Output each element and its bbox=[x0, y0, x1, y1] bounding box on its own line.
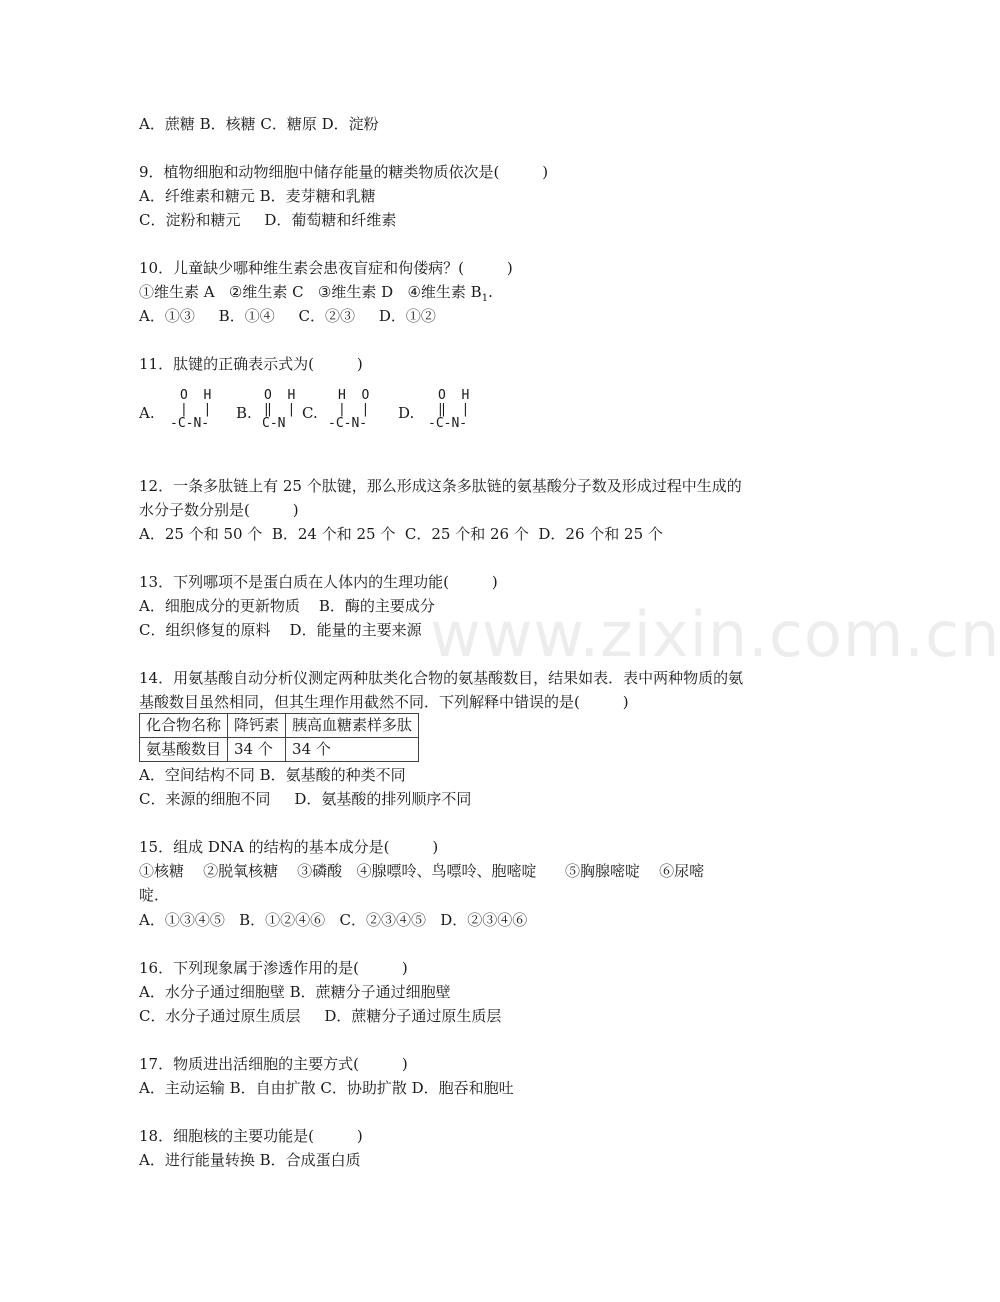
q18-options: A．进行能量转换 B．合成蛋白质 bbox=[139, 1151, 361, 1169]
q11-c-bond: | | bbox=[338, 402, 370, 417]
q11-a-bond: | | bbox=[180, 402, 212, 417]
q11-b-top: O H bbox=[264, 388, 296, 403]
table-row bbox=[140, 714, 419, 738]
q10-items bbox=[139, 282, 493, 309]
q10-stem: 10．儿童缺少哪种维生素会患夜盲症和佝偻病？( ) bbox=[139, 259, 513, 277]
q8-options: A．蔗糖 B．核糖 C．糖原 D．淀粉 bbox=[139, 115, 379, 133]
q16-option-line-2: C．水分子通过原生质层 D．蔗糖分子通过原生质层 bbox=[139, 1007, 502, 1025]
q14-option-line-2: C．来源的细胞不同 D．氨基酸的排列顺序不同 bbox=[139, 790, 472, 808]
q16-stem: 16．下列现象属于渗透作用的是( ) bbox=[139, 959, 408, 977]
q11-c-bottom: -C-N- bbox=[328, 416, 368, 431]
q12-stem-line-1: 12．一条多肽链上有 25 个肽键，那么形成这条多肽链的氨基酸分子数及形成过程中生成的 bbox=[139, 477, 742, 495]
watermark: www.zixin.com.cn bbox=[430, 598, 1000, 671]
q9-stem: 9．植物细胞和动物细胞中储存能量的糖类物质依次是( ) bbox=[139, 163, 549, 181]
q12-stem-line-2: 水分子数分别是( ) bbox=[139, 501, 299, 519]
q17-options: A．主动运输 B．自由扩散 C．协助扩散 D．胞吞和胞吐 bbox=[139, 1079, 514, 1097]
table-cell: 34 个 bbox=[228, 738, 286, 762]
q11-label-d: D. bbox=[398, 404, 415, 422]
q9-option-line-1: A．纤维素和糖元 B．麦芽糖和乳糖 bbox=[139, 187, 376, 205]
q11-b-bond: ‖ | bbox=[264, 402, 296, 417]
table-row bbox=[140, 738, 419, 762]
q10-options: A．①③ B．①④ C．②③ D．①② bbox=[139, 307, 436, 325]
q11-d-bottom: -C-N- bbox=[428, 416, 468, 431]
q14-option-line-1: A．空间结构不同 B．氨基酸的种类不同 bbox=[139, 766, 406, 784]
q10-items-end: . bbox=[488, 283, 493, 301]
q10-items-text: ①维生素 A ②维生素 C ③维生素 D ④维生素 B bbox=[139, 283, 482, 301]
q11-d-top: O H bbox=[438, 388, 470, 403]
q17-stem: 17．物质进出活细胞的主要方式( ) bbox=[139, 1055, 408, 1073]
q11-structure-d bbox=[428, 388, 469, 431]
q11-structure-a bbox=[170, 388, 211, 431]
q15-items-line-1: ①核糖 ②脱氧核糖 ③磷酸 ④腺嘌呤、鸟嘌呤、胞嘧啶 ⑤胸腺嘧啶 ⑥尿嘧 bbox=[139, 862, 705, 880]
table-cell: 34 个 bbox=[286, 738, 419, 762]
q16-option-line-1: A．水分子通过细胞壁 B．蔗糖分子通过细胞壁 bbox=[139, 983, 451, 1001]
q15-items-line-2: 啶． bbox=[139, 886, 170, 904]
table-header-cell: 胰高血糖素样多肽 bbox=[286, 714, 419, 738]
q14-stem-line-1: 14．用氨基酸自动分析仪测定两种肽类化合物的氨基酸数目，结果如表．表中两种物质的氨 bbox=[139, 669, 744, 687]
q11-a-bottom: -C-N- bbox=[170, 416, 210, 431]
table-cell: 氨基酸数目 bbox=[140, 738, 228, 762]
q11-b-bottom: C-N bbox=[262, 416, 286, 431]
q18-stem: 18．细胞核的主要功能是( ) bbox=[139, 1127, 363, 1145]
q11-structure-c bbox=[328, 388, 369, 431]
q11-structure-b bbox=[262, 388, 295, 431]
q11-label-b: B. bbox=[236, 404, 252, 422]
q13-option-line-1: A．细胞成分的更新物质 B．酶的主要成分 bbox=[139, 597, 435, 615]
q11-label-a: A. bbox=[139, 404, 155, 422]
table-header-cell: 化合物名称 bbox=[140, 714, 228, 738]
q11-a-top: O H bbox=[180, 388, 212, 403]
q14-table bbox=[139, 713, 419, 762]
q11-stem: 11．肽键的正确表示式为( ) bbox=[139, 355, 363, 373]
q14-stem-line-2: 基酸数目虽然相同，但其生理作用截然不同．下列解释中错误的是( ) bbox=[139, 693, 629, 711]
q9-option-line-2: C．淀粉和糖元 D．葡萄糖和纤维素 bbox=[139, 211, 397, 229]
table-header-cell: 降钙素 bbox=[228, 714, 286, 738]
q12-options: A．25 个和 50 个 B．24 个和 25 个 C．25 个和 26 个 D．26 个和 25 个 bbox=[139, 525, 663, 543]
q15-stem: 15．组成 DNA 的结构的基本成分是( ) bbox=[139, 838, 439, 856]
q11-d-bond: ‖ | bbox=[438, 402, 470, 417]
q11-c-top: H O bbox=[338, 388, 370, 403]
q11-label-c: C. bbox=[302, 404, 318, 422]
q10-items-subscript: 1 bbox=[481, 293, 489, 304]
q13-stem: 13．下列哪项不是蛋白质在人体内的生理功能( ) bbox=[139, 573, 498, 591]
q15-options: A．①③④⑤ B．①②④⑥ C．②③④⑤ D．②③④⑥ bbox=[139, 911, 528, 929]
q13-option-line-2: C．组织修复的原料 D．能量的主要来源 bbox=[139, 621, 422, 639]
